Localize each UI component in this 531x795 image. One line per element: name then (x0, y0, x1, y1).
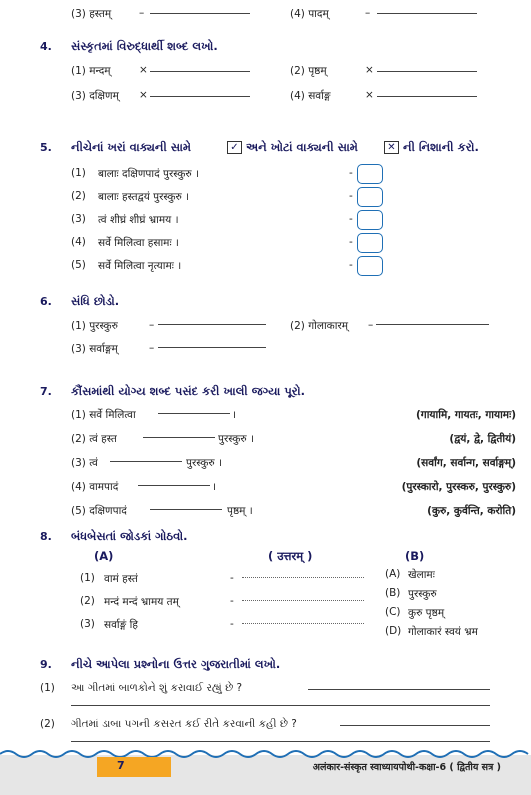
q8-title: બંધબેસતાં જોડકાં ગોઠવો. (71, 529, 188, 543)
cross-mark-icon: ✕ (384, 141, 399, 154)
q8-left-3-text: सर्वाङ्गं हि (104, 619, 138, 631)
q6-item-2-sep: – (368, 319, 374, 331)
q8-answer-line-3[interactable] (242, 623, 364, 624)
q8-right-d-label: (D) (385, 625, 402, 637)
q9-item-1-answer-line-a[interactable] (308, 689, 490, 690)
q8-answer-line-1[interactable] (242, 577, 364, 578)
q9-number: 9. (40, 658, 52, 671)
q9-title: નીચે આપેલા પ્રશ્નોના ઉત્તર ગુજરાતીમાં લખો. (71, 657, 281, 671)
q5-title-c: ની નિશાની કરો. (403, 140, 479, 154)
q4-title: સંસ્કૃતમાં વિરુદ્ધાર્થી શબ્દ લખો. (71, 39, 218, 53)
q6-title: સંધિ છોડો. (71, 294, 120, 308)
q5-item-4-text: सर्वे मिलित्वा हसामः । (98, 237, 179, 249)
q5-answer-box-5[interactable] (357, 256, 383, 276)
q7-item-2-blank[interactable] (143, 437, 215, 438)
q5-item-3-text: त्वं शीघ्रं शीघ्रं भ्रामय । (98, 214, 179, 226)
q8-col-b-header: (B) (405, 549, 425, 563)
q5-title-b: અને ખોટાં વાક્યની સામે (246, 140, 358, 154)
q7-item-5-options: (कुरु, कुर्वन्ति, करोति) (427, 505, 516, 517)
q7-item-3-label: (3) त्वं (71, 457, 98, 469)
q9-item-1-label: (1) (40, 682, 55, 694)
q7-item-1-label: (1) सर्वे मिलित्वा (71, 409, 136, 421)
q9-item-2-answer-line-b[interactable] (71, 741, 490, 742)
q7-item-3-blank[interactable] (110, 461, 182, 462)
q7-item-1-options: (गायामि, गायतः, गायामः) (416, 409, 516, 421)
q7-item-3-after: पुरस्कुरु । (186, 457, 223, 469)
q7-number: 7. (40, 385, 52, 398)
q8-left-1-sep: - (230, 572, 234, 584)
q3-item-3-label: (3) हस्तम् (71, 8, 112, 20)
q7-item-4-blank[interactable] (138, 485, 210, 486)
q8-right-d-text: गोलाकारं स्वयं भ्रम (408, 626, 478, 638)
q8-left-2-text: मन्दं मन्दं भ्रामय तम् (104, 596, 179, 608)
q5-item-2-text: बालाः हस्तद्वयं पुरस्कुरु । (98, 191, 190, 203)
q3-item-4-sep: – (365, 7, 371, 19)
book-title: अलंकार-संस्कृत स्वाध्यायपोथी-कक्षा-6 ( द्वितीय सत्र ) (312, 762, 501, 773)
q9-item-2-answer-line-a[interactable] (340, 725, 490, 726)
q4-item-1-sep: × (139, 64, 148, 76)
q7-item-4-label: (4) वामपादं (71, 481, 119, 493)
q4-item-2-blank[interactable] (377, 71, 477, 72)
q5-answer-box-1[interactable] (357, 164, 383, 184)
q8-right-c-label: (C) (385, 606, 401, 618)
q5-answer-box-3[interactable] (357, 210, 383, 230)
q6-item-3-blank[interactable] (158, 347, 266, 348)
q8-left-1-text: वामं हस्तं (104, 573, 138, 585)
q5-answer-box-4[interactable] (357, 233, 383, 253)
q9-item-1-text: આ ગીતમાં બાળકોને શું કરાવાઈ રહ્યું છે ? (71, 682, 243, 694)
q7-item-2-label: (2) त्वं हस्त (71, 433, 117, 445)
q5-title-a: નીચેનાં ખરાં વાક્યની સામે (71, 140, 192, 154)
q8-right-c-text: कुरु पृष्ठम् (408, 607, 445, 619)
q6-item-1-blank[interactable] (158, 324, 266, 325)
q4-item-3-blank[interactable] (150, 96, 250, 97)
q5-item-5-label: (5) (71, 259, 86, 271)
tick-mark-icon: ✓ (227, 141, 242, 154)
q3-item-4-blank[interactable] (377, 13, 477, 14)
q4-item-1-label: (1) मन्दम् (71, 65, 111, 77)
q8-number: 8. (40, 530, 52, 543)
q8-right-b-label: (B) (385, 587, 401, 599)
q8-right-a-label: (A) (385, 568, 401, 580)
q7-item-2-options: (द्वयं, द्वे, द्वितीयं) (449, 433, 516, 445)
footer-wave-border (0, 748, 531, 760)
q5-item-3-label: (3) (71, 213, 86, 225)
q7-item-1-after: । (232, 409, 236, 421)
q5-item-1-text: बालाः दक्षिणपादं पुरस्कुरु । (98, 168, 200, 180)
q7-item-3-options: (सर्वांग, सर्वान्ग, सर्वाङ्गम्) (416, 457, 516, 469)
q7-item-5-blank[interactable] (150, 509, 222, 510)
q4-item-1-blank[interactable] (150, 71, 250, 72)
q6-item-3-label: (3) सर्वाङ्गम् (71, 343, 118, 355)
q3-item-4-label: (4) पादम् (290, 8, 329, 20)
q5-item-5-text: सर्वे मिलित्वा नृत्यामः । (98, 260, 182, 272)
q9-item-2-text: ગીતમાં ડાબા પગની કસરત કઈ રીતે કરવાની કહી છે ? (71, 718, 297, 730)
q8-left-2-sep: - (230, 595, 234, 607)
q3-item-3-sep: – (139, 7, 145, 19)
q4-item-2-sep: × (365, 64, 374, 76)
q9-item-2-label: (2) (40, 718, 55, 730)
q8-left-1-label: (1) (80, 572, 95, 584)
q4-item-4-label: (4) सर्वाङ्ग (290, 90, 331, 102)
q7-item-2-after: पुरस्कुरु । (218, 433, 255, 445)
q8-col-a-header: (A) (94, 549, 114, 563)
q8-left-3-label: (3) (80, 618, 95, 630)
q4-number: 4. (40, 40, 52, 53)
q6-number: 6. (40, 295, 52, 308)
q6-item-1-sep: – (149, 319, 155, 331)
q6-item-2-blank[interactable] (376, 324, 489, 325)
q4-item-3-sep: × (139, 89, 148, 101)
q5-answer-box-2[interactable] (357, 187, 383, 207)
q8-col-answer-header: ( उत्तरम् ) (268, 549, 313, 563)
q9-item-1-answer-line-b[interactable] (71, 705, 490, 706)
q4-item-2-label: (2) पृष्ठम् (290, 65, 327, 77)
page-number-box (97, 757, 171, 777)
q8-left-2-label: (2) (80, 595, 95, 607)
q6-item-3-sep: – (149, 342, 155, 354)
q5-item-2-label: (2) (71, 190, 86, 202)
q7-item-5-label: (5) दक्षिणपादं (71, 505, 127, 517)
q7-item-4-after: । (212, 481, 216, 493)
q7-item-4-options: (पुरस्कारो, पुरस्करु, पुरस्कुरु) (401, 481, 516, 493)
q6-item-1-label: (1) पुरस्कुरु (71, 320, 118, 332)
q5-number: 5. (40, 141, 52, 154)
q4-item-3-label: (3) दक्षिणम् (71, 90, 119, 102)
q8-right-b-text: पुरस्कुरु (408, 588, 437, 600)
q3-item-3-blank[interactable] (150, 13, 250, 14)
q4-item-4-blank[interactable] (377, 96, 477, 97)
q8-left-3-sep: - (230, 618, 234, 630)
q7-item-1-blank[interactable] (158, 413, 230, 414)
q5-item-4-label: (4) (71, 236, 86, 248)
q5-item-1-label: (1) (71, 167, 86, 179)
q6-item-2-label: (2) गोलाकारम् (290, 320, 349, 332)
q4-item-4-sep: × (365, 89, 374, 101)
q8-answer-line-2[interactable] (242, 600, 364, 601)
q8-right-a-text: खेलामः (408, 569, 435, 581)
q7-title: કૌંસમાંથી યોગ્ય શબ્દ પસંદ કરી ખાલી જગ્યા પૂરો. (71, 384, 305, 398)
q7-item-5-after: पृष्ठम् । (227, 505, 253, 517)
page-number: 7 (117, 759, 125, 772)
